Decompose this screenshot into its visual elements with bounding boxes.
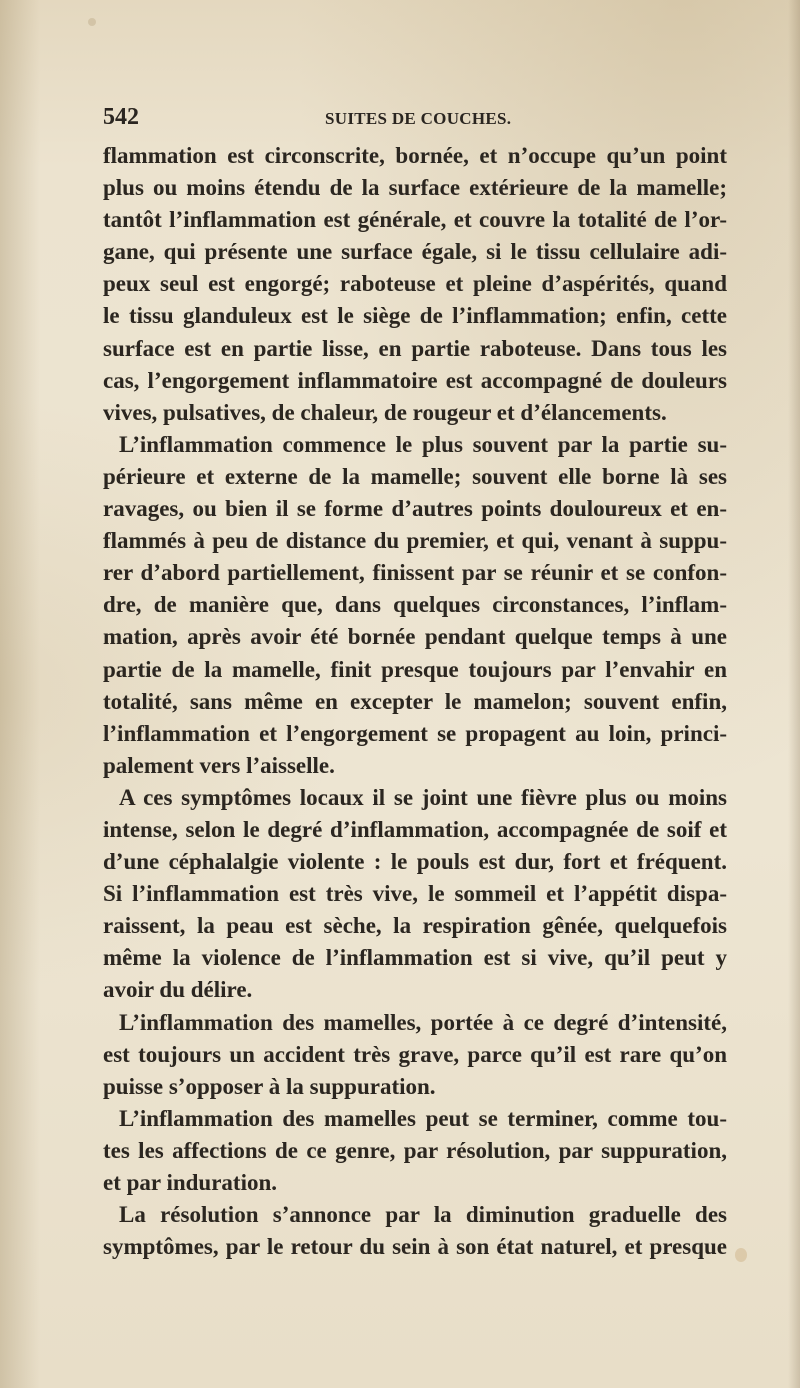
text-line: flammation est circonscrite, bornée, et n’occupe qu’un point [103,143,727,168]
text-line: L’inflammation des mamelles peut se terminer, comme tou- [119,1105,727,1131]
running-head: SUITES DE COUCHES. [325,109,512,128]
text-line: le tissu glanduleux est le siège de l’inflammation; enfin, cette [103,303,727,329]
text-line: plus ou moins étendu de la surface extérieure de la mamelle; [103,175,727,201]
text-line: tes les affections de ce genre, par résolution, par suppuration, [103,1137,727,1163]
page-header [103,104,727,134]
text-line: totalité, sans même en excepter le mamelon; souvent enfin, [103,688,727,714]
text-line: La résolution s’annonce par la diminution graduelle des [119,1202,727,1228]
text-line: mation, après avoir été bornée pendant quelque temps à une [103,624,727,650]
text-line: est toujours un accident très grave, parce qu’il est rare qu’on [103,1041,727,1067]
text-line: ravages, ou bien il se forme d’autres points douloureux et en- [103,496,727,522]
page-number: 542 [103,104,139,130]
paper-stain [88,18,96,26]
text-line: tantôt l’inflammation est générale, et couvre la totalité de l’or- [103,207,727,233]
text-line: symptômes, par le retour du sein à son état naturel, et presque [103,1234,727,1260]
spine-shadow [0,0,40,1388]
text-line: palement vers l’aisselle. [103,752,335,778]
text-line: et par induration. [103,1170,278,1195]
text-line: flammés à peu de distance du premier, et qui, venant à suppu- [103,528,727,554]
text-line: avoir du délire. [103,977,253,1003]
text-line: raissent, la peau est sèche, la respiration gênée, quelquefois [103,913,727,939]
text-line: l’inflammation et l’engorgement se propagent au loin, princi- [103,720,727,746]
text-line: L’inflammation commence le plus souvent par la partie su- [119,431,727,457]
text-line: gane, qui présente une surface égale, si le tissu cellulaire adi- [103,239,727,265]
text-line: dre, de manière que, dans quelques circonstances, l’inflam- [103,592,727,618]
text-line: périeure et externe de la mamelle; souvent elle borne là ses [103,463,727,489]
text-line: même la violence de l’inflammation est si vive, qu’il peut y [103,945,727,971]
page-edge-shadow [788,0,800,1388]
text-line: d’une céphalalgie violente : le pouls est dur, fort et fréquent. [103,849,727,875]
text-line: vives, pulsatives, de chaleur, de rougeur et d’élancements. [103,399,667,425]
paper-stain [735,1248,747,1262]
text-line: intense, selon le degré d’inflammation, accompagnée de soif et [103,816,727,842]
text-line: L’inflammation des mamelles, portée à ce degré d’intensité, [119,1009,727,1035]
text-line: puisse s’opposer à la suppuration. [103,1073,436,1099]
text-line: cas, l’engorgement inflammatoire est accompagné de douleurs [103,367,727,393]
text-line: Si l’inflammation est très vive, le sommeil et l’appétit dispa- [103,881,727,907]
text-line: A ces symptômes locaux il se joint une fièvre plus ou moins [119,784,727,810]
text-line: partie de la mamelle, finit presque toujours par l’envahir en [103,656,727,682]
text-line: peux seul est engorgé; raboteuse et pleine d’aspérités, quand [103,271,727,297]
text-line: rer d’abord partiellement, finissent par se réunir et se confon- [103,560,727,586]
body-text [103,140,727,1263]
text-line: surface est en partie lisse, en partie raboteuse. Dans tous les [103,335,727,361]
